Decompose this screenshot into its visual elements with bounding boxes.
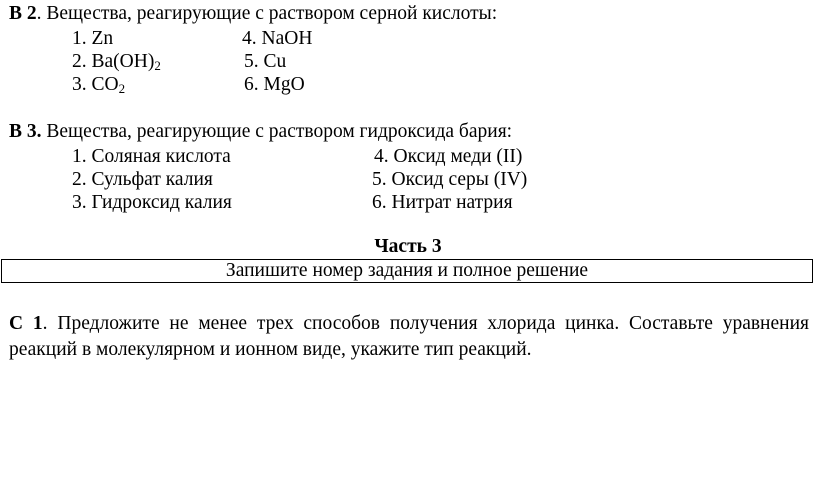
part3-heading: Часть 3: [374, 236, 442, 257]
question-c1-text: . Предложите не менее трех способов получения хлорида цинка. Составьте уравнения реакций в молекулярном и ионном виде, укажите тип реакций.: [9, 313, 809, 360]
b2-option-2-text: 2. Ba(OH): [72, 51, 155, 72]
b3-option-5: 5. Оксид серы (IV): [372, 169, 528, 190]
question-b2-text: . Вещества, реагирующие с раствором серной кислоты:: [36, 3, 498, 24]
question-b3-label: В 3.: [9, 121, 42, 142]
question-b3-text: Вещества, реагирующие с раствором гидроксида бария:: [41, 121, 513, 142]
question-b2: [9, 2, 497, 25]
b2-option-1: 1. Zn: [72, 28, 114, 49]
question-c1: [9, 311, 809, 363]
b3-option-1: 1. Соляная кислота: [72, 146, 231, 167]
b2-option-3-text: 3. CO: [72, 74, 119, 95]
question-b2-label: В 2: [9, 3, 37, 24]
b2-option-3: [72, 73, 125, 97]
b2-option-5: 5. Cu: [244, 51, 287, 72]
question-c1-label: С 1: [9, 313, 43, 334]
b3-option-3: 3. Гидроксид калия: [72, 192, 232, 213]
b3-option-6: 6. Нитрат натрия: [372, 192, 513, 213]
b3-option-2: 2. Сульфат калия: [72, 169, 213, 190]
part3-instruction: Запишите номер задания и полное решение: [225, 260, 589, 281]
b2-option-2-subscript: 2: [154, 58, 161, 73]
b2-option-3-subscript: 2: [118, 81, 126, 96]
b2-option-2: [72, 50, 161, 74]
b2-option-4: 4. NaOH: [242, 28, 313, 49]
b2-option-6: 6. MgO: [244, 74, 305, 95]
b3-option-4: 4. Оксид меди (II): [374, 146, 523, 167]
question-b3: [9, 120, 512, 143]
part3-instruction-box: [1, 259, 813, 283]
